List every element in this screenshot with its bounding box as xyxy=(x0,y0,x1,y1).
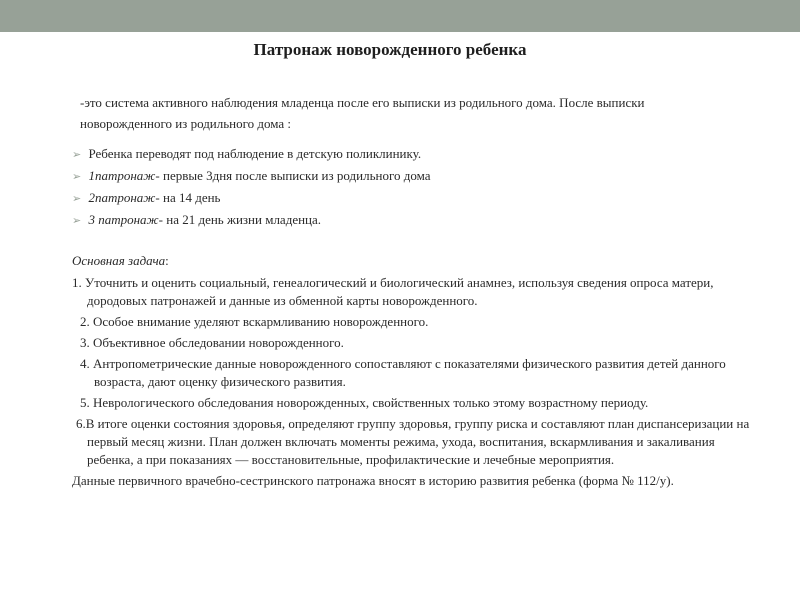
task-item-3: 3. Объективное обследовании новорожденного. xyxy=(80,335,344,350)
bullet-list xyxy=(72,143,732,231)
task-list xyxy=(72,274,752,493)
bullet-text: на 14 день xyxy=(159,190,221,205)
arrow-bullet-icon: ➢ xyxy=(72,215,82,227)
bullet-item xyxy=(72,209,732,231)
task-item-6: 6.В итоге оценки состояния здоровья, определяют группу здоровья, группу риска и составляют план диспансеризации на первый месяц жизни. План должен включать моменты режима, ухода, воспитания, вскармливания и закаливания ребенка, а при показаниях — восстановительные, профилактические и лечебные мероприятия. xyxy=(76,416,750,467)
bullet-emphasis: 1патронаж xyxy=(88,168,156,183)
closing-paragraph: Данные первичного врачебно-сестринского патронажа вносят в историю развития ребенка (форма № 112/у). xyxy=(72,473,674,488)
arrow-bullet-icon: ➢ xyxy=(72,193,82,205)
bullet-emphasis: 2патронаж- xyxy=(88,190,160,205)
bullet-emphasis: 3 патронаж- xyxy=(88,212,163,227)
arrow-bullet-icon: ➢ xyxy=(72,149,82,161)
task-heading-colon: : xyxy=(165,253,169,268)
bullet-text: Ребенка переводят под наблюдение в детскую поликлинику. xyxy=(88,146,422,161)
task-item-4: 4. Антропометрические данные новорожденного сопоставляют с показателями физического развития детей данного возраста, дают оценку физического развития. xyxy=(80,356,726,389)
top-banner xyxy=(0,0,800,32)
bullet-item xyxy=(72,143,732,165)
task-item-1: 1. Уточнить и оценить социальный, генеалогический и биологический анамнез, используя сведения опроса матери, дородовых патронажей и данные из обменной карты новорожденного. xyxy=(72,275,714,308)
task-heading xyxy=(72,253,169,269)
bullet-item xyxy=(72,165,732,187)
bullet-item xyxy=(72,187,732,209)
task-item-5: 5. Неврологического обследования новорожденных, свойственных только этому возрастному периоду. xyxy=(80,395,649,410)
task-heading-text: Основная задача xyxy=(72,253,166,268)
bullet-text: на 21 день жизни младенца. xyxy=(162,212,322,227)
page-title: Патронаж новорожденного ребенка xyxy=(253,40,527,59)
arrow-bullet-icon: ➢ xyxy=(72,171,82,183)
bullet-text: - первые 3дня после выписки из родильного дома xyxy=(155,168,431,183)
intro-paragraph: -это система активного наблюдения младенца после его выписки из родильного дома. После выписки новорожденного из родильного дома : xyxy=(80,95,645,131)
task-item-2: 2. Особое внимание уделяют вскармливанию новорожденного. xyxy=(80,314,429,329)
